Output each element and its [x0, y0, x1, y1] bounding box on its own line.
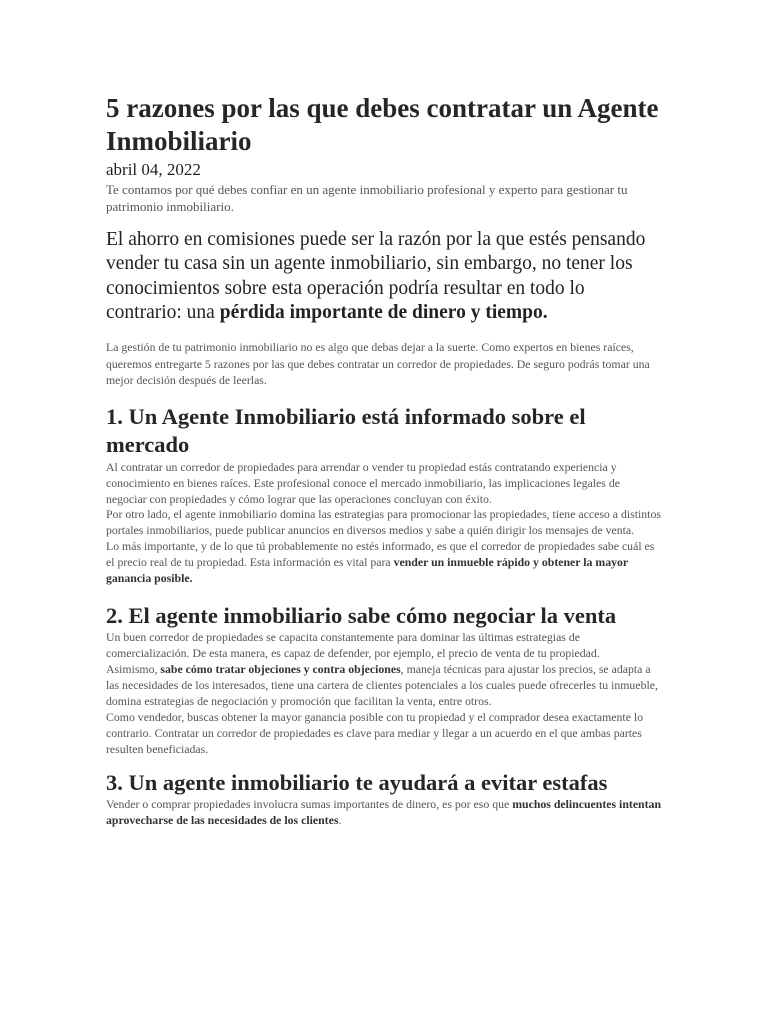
section-2-paragraph-2 — [106, 662, 662, 710]
article-summary: Te contamos por qué debes confiar en un agente inmobiliario profesional y experto para gestionar tu patrimonio inmobiliario. — [106, 182, 628, 214]
section-2-paragraph-3: Como vendedor, buscas obtener la mayor ganancia posible con tu propiedad y el comprador desea exactamente lo contrario. Contratar un corredor de propiedades es clave para mediar y llegar a un acuerdo en el que ambas partes resulten beneficiadas. — [106, 709, 644, 756]
section-1-paragraph-2: Por otro lado, el agente inmobiliario domina las estrategias para promocionar las propiedades, tiene acceso a distintos portales inmobiliarios, puede publicar anuncios en diversos medios y sabe a quién dirigir los mensajes de venta. — [106, 507, 661, 538]
section-1-paragraph-3-text: Lo más importante, y de lo que tú probablemente no estés informado, es que el corredor de propiedades sabe cuál es el precio real de tu propiedad. Esta información es vital para — [106, 539, 655, 570]
intro-paragraph: La gestión de tu patrimonio inmobiliario no es algo que debas dejar a la suerte. Como expertos en bienes raíces, queremos entregarte 5 razones por las que debes contratar un corredor de propiedades. De seguro podrás tomar una mejor decisión después de leerlas. — [106, 340, 650, 388]
section-2-paragraph-1: Un buen corredor de propiedades se capacita constantemente para dominar las últimas estrategias de comercialización. De esta manera, es capaz de defender, por ejemplo, el precio de venta de tu propiedad. — [106, 630, 600, 661]
section-3-paragraph-1-bold: muchos delincuentes intentan aprovecharse de las necesidades de los clientes — [106, 797, 662, 828]
section-3-paragraph-1-end: . — [338, 813, 342, 828]
article-date: abril 04, 2022 — [106, 160, 201, 179]
section-3-paragraph-1 — [106, 797, 662, 829]
section-2 — [106, 602, 662, 758]
lead-bold-text: pérdida importante de dinero y tiempo. — [219, 301, 548, 323]
section-1-heading: 1. Un Agente Inmobiliario está informado sobre el mercado — [106, 403, 586, 458]
section-2-heading: 2. El agente inmobiliario sabe cómo negociar la venta — [106, 602, 617, 628]
lead-paragraph — [106, 228, 662, 325]
section-2-paragraph-2-pre: Asimismo, — [106, 662, 161, 677]
section-3-heading: 3. Un agente inmobiliario te ayudará a evitar estafas — [106, 769, 608, 795]
article-title: 5 razones por las que debes contratar un Agente Inmobiliario — [106, 93, 659, 156]
section-2-paragraph-2-bold: sabe cómo tratar objeciones y contra objeciones — [160, 662, 401, 677]
section-3 — [106, 769, 662, 829]
lead-text: El ahorro en comisiones puede ser la razón por la que estés pensando vender tu casa sin un agente inmobiliario, sin embargo, no tener los conocimientos sobre esta operación podría resultar en todo lo contrario: una — [106, 229, 646, 323]
section-1-paragraph-3 — [106, 539, 662, 587]
section-1-paragraph-1: Al contratar un corredor de propiedades para arrendar o vender tu propiedad estás contratando experiencia y conocimiento en bienes raíces. Este profesional conoce el mercado inmobiliario, las implicaciones legales de negociar con propiedades y cómo lograr que las operaciones concluyan con éxito. — [106, 459, 620, 506]
article — [106, 92, 662, 829]
section-1 — [106, 403, 662, 587]
section-3-paragraph-1-text: Vender o comprar propiedades involucra sumas importantes de dinero, es por eso que — [106, 797, 513, 812]
section-1-paragraph-3-bold: vender un inmueble rápido y obtener la mayor ganancia posible. — [106, 555, 628, 586]
section-2-paragraph-2-post: , maneja técnicas para ajustar los precios, se adapta a las necesidades de los interesados, tiene una cartera de clientes potenciales a los cuales puede ofrecerles tu inmueble, domina estrategias de negociación y promoción que facilitan la venta, entre otros. — [106, 662, 658, 709]
